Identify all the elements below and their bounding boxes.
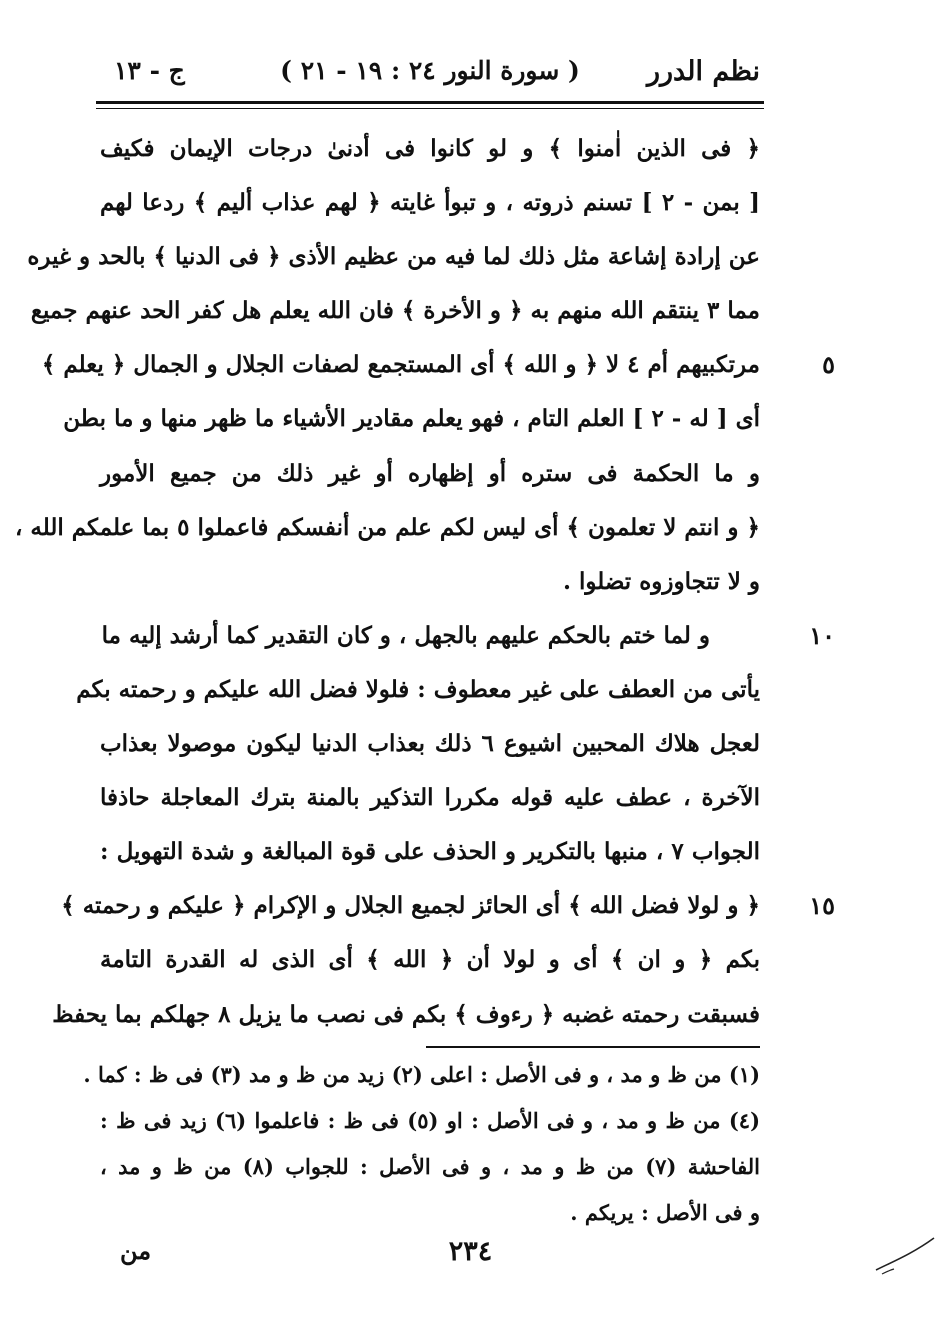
surah-reference: ( سورة النور ٢٤ : ١٩ - ٢١ ) (280, 56, 580, 85)
text-line: و لما ختم بالحكم عليهم بالجهل ، و كان التقدير كما أرشد إليه ما (101, 621, 710, 649)
text-line: ﴿ و انتم لا تعلمون ﴾ أى ليس لكم علم من أنفسكم فاعملوا ٥ بما علمكم الله ، (14, 513, 760, 541)
text-line-with-number (61, 879, 835, 933)
text-line-with-number (41, 338, 835, 392)
footnote-line: (١) من ظ و مد ، و فى الأصل : اعلى (٢) زيد من ظ و مد (٣) فى ظ : كما . (83, 1062, 760, 1087)
text-line: الجواب ٧ ، منبها بالتكرير و الحذف على قوة المبالغة و شدة التهويل : (100, 838, 760, 866)
text-line: الآخرة ، عطف عليه قوله مكررا التذكير بالمنة بترك المعاجلة حاذفا (100, 784, 760, 812)
page-number: ٢٣٤ (448, 1236, 493, 1267)
book-title: نظم الدرر (646, 56, 760, 87)
text-line: و لا تتجاوزوه تضلوا . (562, 567, 760, 595)
running-header (100, 52, 760, 96)
text-line: مرتكبيهم أم ٤ لا ﴿ و الله ﴾ أى المستجمع لصفات الجلال و الجمال ﴿ يعلم ﴾ (41, 351, 760, 379)
footnote-line: (٤) من ظ و مد ، و فى الأصل : او (٥) فى ظ : فاعلموا (٦) زيد فى ظ : (100, 1108, 760, 1133)
text-line: يأتى من العطف على غير معطوف : فلولا فضل الله عليكم و رحمته بكم (76, 675, 760, 703)
text-line-with-number (100, 609, 835, 663)
text-line: ﴿ و لولا فضل الله ﴾ أى الحائز لجميع الجلال و الإكرام ﴿ عليكم و رحمته ﴾ (61, 892, 760, 920)
text-line: لعجل هلاك المحبين اشيوع ٦ ذلك بعذاب الدنيا ليكون موصولا بعذاب (100, 730, 760, 758)
text-line: عن إرادة إشاعة مثل ذلك لما فيه من عظيم الأذى ﴿ فى الدنيا ﴾ بالحد و غيره (27, 243, 760, 271)
volume-number: ج - ١٣ (114, 56, 185, 85)
header-rule-thick (96, 101, 764, 104)
text-line: بكم ﴿ و ان ﴾ أى و لولا أن ﴿ الله ﴾ أى الذى له القدرة التامة (100, 946, 760, 974)
text-line: أى [ له - ٢ ] العلم التام ، فهو يعلم مقادير الأشياء ما ظهر منها و ما بطن (63, 405, 760, 433)
footnote-line: و فى الأصل : يريكم . (570, 1200, 760, 1225)
line-number-5: ٥ (822, 350, 835, 380)
header-rule-thin (96, 108, 764, 109)
footnote-separator (426, 1046, 760, 1048)
line-number-10: ١٠ (809, 620, 835, 650)
line-number-15: ١٥ (809, 891, 835, 921)
text-line: و ما الحكمة فى ستره أو إظهاره أو غير ذلك من جميع الأمور (100, 459, 760, 487)
footnotes (83, 1052, 760, 1236)
text-line: فسبقت رحمته غضبه ﴿ رءوف ﴾ بكم فى نصب ما يزيل ٨ جهلكم بما يحفظ (52, 1000, 760, 1028)
pen-mark (872, 1218, 938, 1278)
main-text (14, 122, 835, 1042)
catchword: من (120, 1236, 152, 1265)
text-line: ﴿ فى الذين اٰمنوا ﴾ و لو كانوا فى أدنىٰ درجات الإيمان فكيف (100, 135, 760, 162)
text-line: مما ٣ ينتقم الله منهم به ﴿ و الأخرة ﴾ فان الله يعلم هل كفر الحد عنهم جميع (30, 297, 760, 325)
text-line: [ بمن - ٢ ] تسنم ذروته ، و تبوأ غايته ﴿ لهم عذاب أليم ﴾ ردعا لهم (100, 189, 760, 217)
footnote-line: الفاحشة (٧) من ظ و مد ، و فى الأصل : للجواب (٨) من ظ و مد ، (100, 1154, 760, 1179)
